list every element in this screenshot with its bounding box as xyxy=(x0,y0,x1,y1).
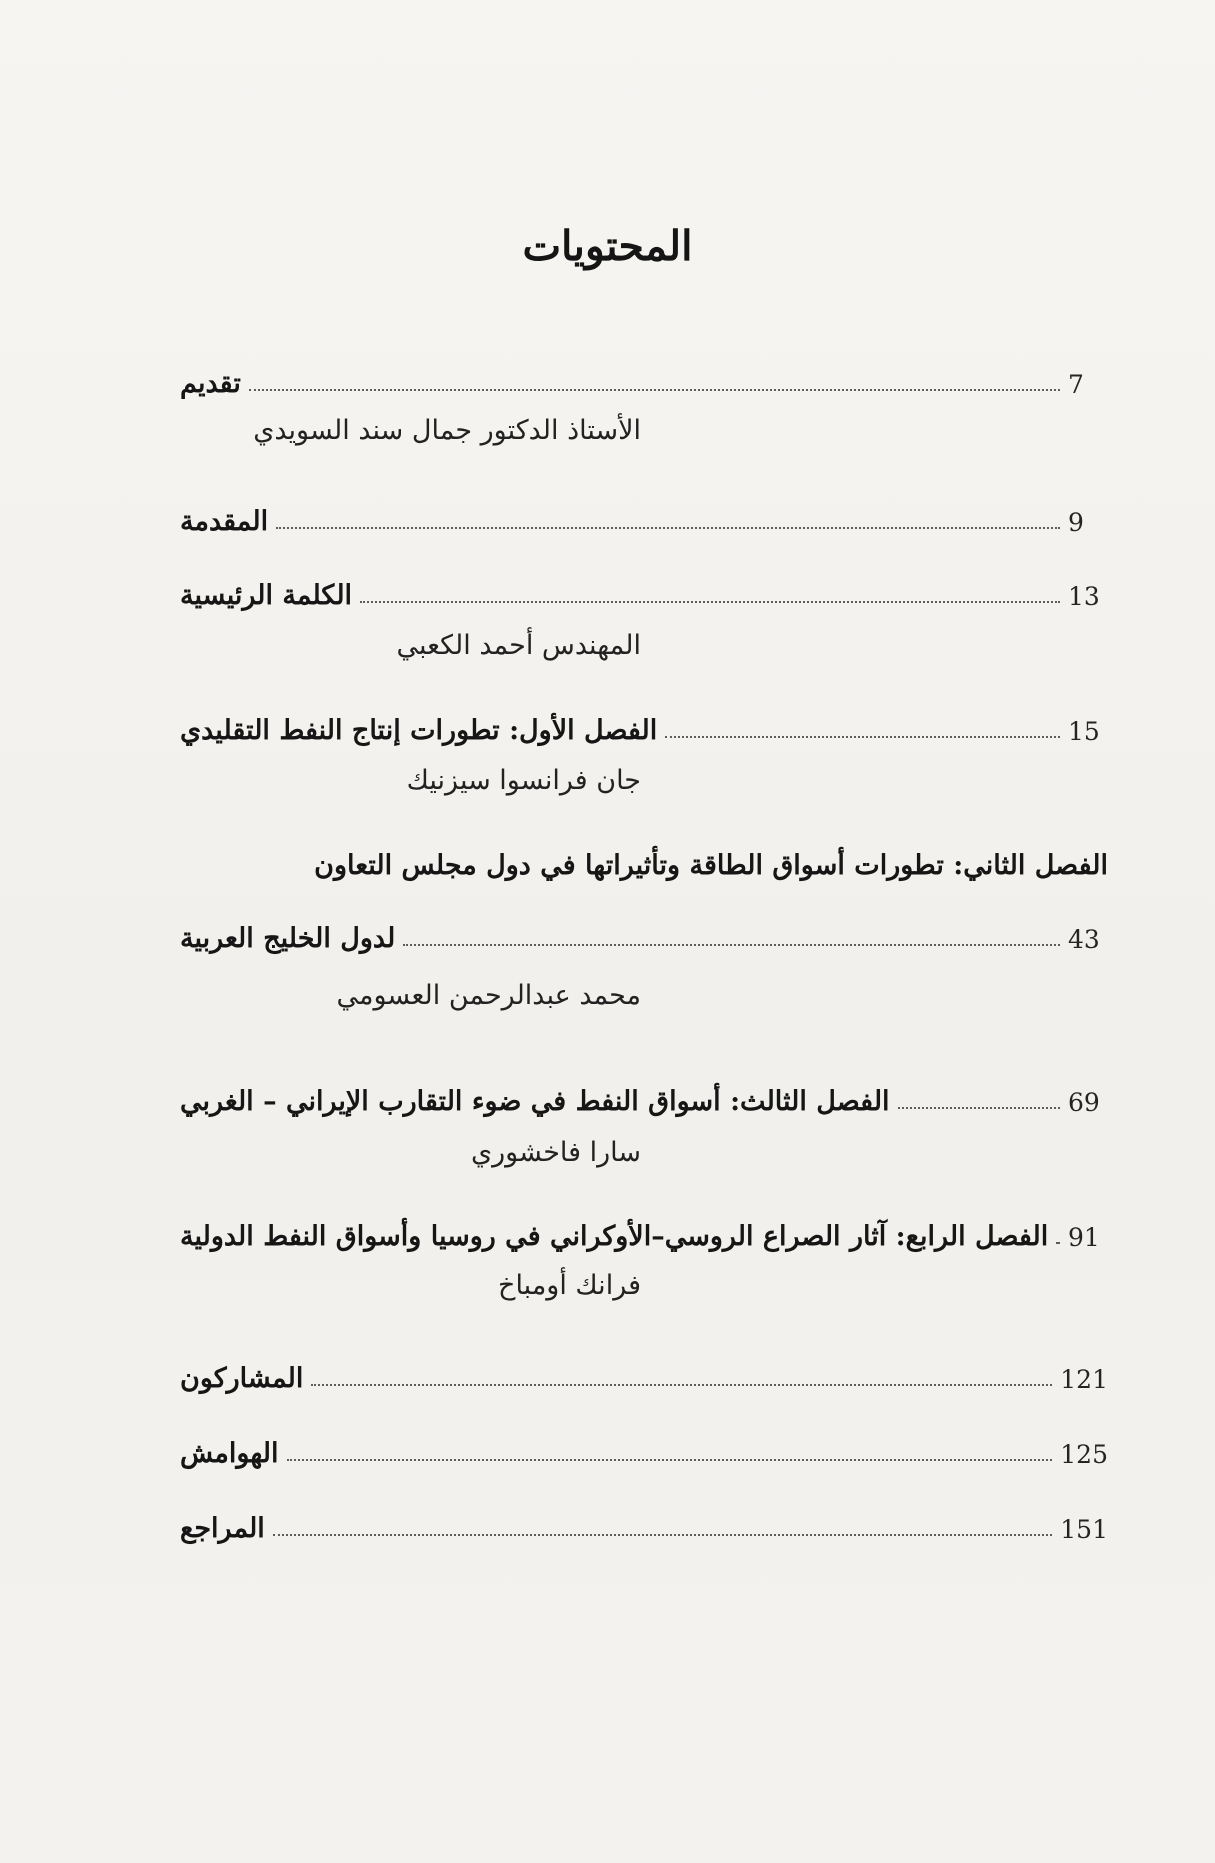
toc-entry-title: المقدمة xyxy=(180,505,269,537)
toc-entry-title: لدول الخليج العربية xyxy=(180,922,396,954)
toc-page-number: 151 xyxy=(1060,1515,1108,1544)
toc-entry-author: فرانك أومباخ xyxy=(498,1270,641,1301)
toc-entry-title: المشاركون xyxy=(180,1362,304,1394)
toc-page-number: 43 xyxy=(1068,925,1100,954)
toc-entry-preface[interactable] xyxy=(180,488,1108,538)
dot-leader xyxy=(311,1384,1052,1386)
toc-entry-introduction[interactable] xyxy=(180,350,1108,400)
toc-entry-title: تقديم xyxy=(180,367,241,399)
toc-entry-keynote[interactable] xyxy=(180,562,1108,612)
dot-leader xyxy=(1056,1242,1060,1244)
toc-page-number: 7 xyxy=(1068,370,1084,399)
toc-entry-notes[interactable] xyxy=(180,1420,1108,1470)
toc-entry-author: المهندس أحمد الكعبي xyxy=(396,630,641,661)
toc-page-number: 15 xyxy=(1068,717,1100,746)
toc-entry-title: الفصل الثالث: أسواق النفط في ضوء التقارب الإيراني – الغربي xyxy=(180,1085,890,1117)
page-title: المحتويات xyxy=(522,222,693,270)
toc-page-number: 9 xyxy=(1068,508,1084,537)
toc-entry-references[interactable] xyxy=(180,1495,1108,1545)
toc-entry-author: سارا فاخشوري xyxy=(470,1137,641,1168)
toc-entry-chapter-2-line-1[interactable] xyxy=(180,832,1108,882)
toc-entry-title: الفصل الرابع: آثار الصراع الروسي–الأوكراني في روسيا وأسواق النفط الدولية xyxy=(180,1220,1049,1252)
toc-entry-author: جان فرانسوا سيزنيك xyxy=(406,765,641,796)
toc-entry-chapter-1[interactable] xyxy=(180,697,1108,747)
dot-leader xyxy=(360,601,1060,603)
toc-entry-author: الأستاذ الدكتور جمال سند السويدي xyxy=(253,415,641,446)
toc-entry-chapter-4[interactable] xyxy=(180,1203,1108,1253)
toc-entry-contributors[interactable] xyxy=(180,1345,1108,1395)
toc-entry-title: المراجع xyxy=(180,1512,265,1544)
toc-entry-title: الفصل الأول: تطورات إنتاج النفط التقليدي xyxy=(180,714,658,746)
dot-leader xyxy=(898,1107,1060,1109)
dot-leader xyxy=(273,1534,1052,1536)
toc-entry-chapter-2-line-2[interactable] xyxy=(180,905,1108,955)
toc-entry-title: الفصل الثاني: تطورات أسواق الطاقة وتأثيراتها في دول مجلس التعاون xyxy=(314,849,1108,881)
toc-entry-title: الكلمة الرئيسية xyxy=(180,579,353,611)
dot-leader xyxy=(403,944,1060,946)
dot-leader xyxy=(276,527,1060,529)
dot-leader xyxy=(287,1459,1053,1461)
toc-page-number: 125 xyxy=(1060,1440,1108,1469)
toc-page-number: 91 xyxy=(1068,1223,1100,1252)
toc-page-number: 69 xyxy=(1068,1088,1100,1117)
toc-entry-chapter-3[interactable] xyxy=(180,1068,1108,1118)
dot-leader xyxy=(249,389,1060,391)
toc-page-number: 13 xyxy=(1068,582,1100,611)
toc-page-number: 121 xyxy=(1060,1365,1108,1394)
toc-entry-author: محمد عبدالرحمن العسومي xyxy=(336,980,641,1011)
dot-leader xyxy=(665,736,1060,738)
toc-entry-title: الهوامش xyxy=(180,1437,279,1469)
